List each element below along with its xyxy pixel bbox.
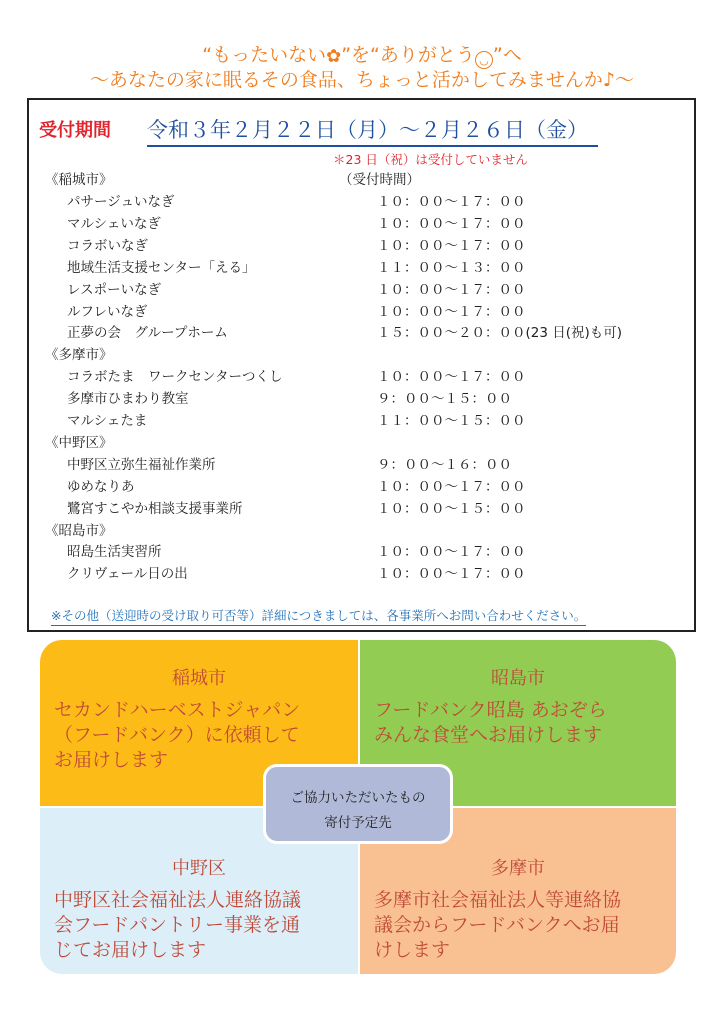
group-title: 《稲城市》 bbox=[45, 172, 113, 188]
place-name: マルシェたま bbox=[67, 413, 148, 429]
time-header: （受付時間） bbox=[339, 172, 420, 188]
place-name: レスポーいなぎ bbox=[67, 281, 162, 298]
place-name: マルシェいなぎ bbox=[67, 215, 161, 232]
donation-line: じてお届けします bbox=[54, 939, 207, 961]
header-text-part-1: “もったいない bbox=[202, 44, 327, 66]
place-name: 昭島生活実習所 bbox=[67, 544, 162, 561]
donation-line: お届けします bbox=[54, 749, 169, 771]
place-name: 地域生活支援センター「える」 bbox=[67, 259, 256, 276]
group-title: 《昭島市》 bbox=[45, 522, 113, 539]
place-name: ゆめなりあ bbox=[67, 478, 135, 495]
header-text-part-3: ”へ bbox=[492, 44, 522, 66]
place-name: 正夢の会 グループホーム bbox=[67, 325, 228, 342]
donation-grid bbox=[40, 640, 676, 974]
smiley-face-icon: ◡ bbox=[475, 51, 493, 69]
reception-time: １１：００～１３：００ bbox=[377, 259, 526, 276]
donation-text-tama bbox=[374, 888, 666, 963]
city-label-inagi: 稲城市 bbox=[172, 668, 226, 689]
city-label-nakano: 中野区 bbox=[172, 858, 226, 879]
place-name: 多摩市ひまわり教室 bbox=[67, 391, 189, 408]
footnote: ※その他（送迎時の受け取り可否等）詳細につきましては、各事業所へお問い合わせください。 bbox=[51, 606, 586, 626]
reception-time: １０：００～１７：００ bbox=[377, 215, 526, 232]
city-label-tama: 多摩市 bbox=[491, 858, 545, 879]
reception-time: １０：００～１７：００ bbox=[377, 237, 526, 254]
reception-time: １０：００～１７：００ bbox=[377, 281, 526, 298]
period-label: 受付期間 bbox=[39, 120, 111, 141]
flower-icon: ✿ bbox=[326, 46, 342, 67]
reception-time: １０：００～１５：００ bbox=[377, 500, 526, 517]
place-name: 鷺宮すこやか相談支援事業所 bbox=[67, 500, 243, 517]
schedule-box bbox=[27, 98, 696, 632]
header-line-2: ～あなたの家に眠るその食品、ちょっと活かしてみませんか♪～ bbox=[89, 69, 635, 91]
reception-time: １５：００～２０：００(23 日(祝)も可) bbox=[377, 325, 623, 342]
city-label-akishima: 昭島市 bbox=[491, 668, 545, 689]
reception-time: ９：００～１５：００ bbox=[377, 391, 512, 408]
donation-line: （フードバンク）に依頼して bbox=[54, 724, 300, 746]
group-title: 《中野区》 bbox=[45, 434, 113, 451]
place-name: 中野区立弥生福祉作業所 bbox=[67, 456, 216, 473]
place-name: コラボたま ワークセンターつくし bbox=[67, 369, 283, 386]
header-text-part-2: ”を“ありがとう bbox=[341, 44, 475, 66]
place-name: クリヴェール日の出 bbox=[67, 566, 188, 583]
reception-time: １０：００～１７：００ bbox=[377, 566, 526, 583]
place-name: コラボいなぎ bbox=[67, 237, 148, 254]
reception-time: １０：００～１７：００ bbox=[377, 194, 526, 210]
donation-line: 議会からフードバンクへお届 bbox=[374, 914, 620, 936]
reception-time: １０：００～１７：００ bbox=[377, 369, 526, 386]
donation-text-nakano bbox=[54, 888, 348, 963]
donation-line: 中野区社会福祉法人連絡協議 bbox=[54, 889, 302, 911]
center-label-line-2: 寄付予定先 bbox=[324, 815, 392, 831]
donation-line: みんな食堂へお届けします bbox=[374, 724, 603, 746]
donation-line: 会フードパントリー事業を通 bbox=[54, 914, 301, 936]
center-label-line-1: ご協力いただいたもの bbox=[290, 790, 426, 806]
donation-text-akishima bbox=[374, 698, 666, 748]
reception-time: １０：００～１７：００ bbox=[377, 303, 526, 320]
donation-line: セカンドハーベストジャパン bbox=[54, 699, 301, 721]
reception-time: １１：００～１５：００ bbox=[377, 413, 526, 429]
period-value: 令和３年２月２２日（月）～２月２６日（金） bbox=[147, 114, 598, 147]
period-note: ＊23 日（祝）は受付していません bbox=[333, 152, 528, 167]
donation-center-label bbox=[263, 764, 453, 844]
donation-line: 多摩市社会福祉法人等連絡協 bbox=[374, 889, 622, 911]
donation-line: けします bbox=[374, 939, 451, 961]
donation-line: フードバンク昭島 あおぞら bbox=[374, 699, 607, 721]
group-title: 《多摩市》 bbox=[45, 347, 113, 364]
reception-time: ９：００～１６：００ bbox=[377, 456, 512, 473]
place-name: ルフレいなぎ bbox=[67, 303, 148, 320]
reception-time: １０：００～１７：００ bbox=[377, 544, 526, 561]
reception-time: １０：００～１７：００ bbox=[377, 478, 526, 495]
donation-text-inagi bbox=[54, 698, 348, 773]
place-name: パサージュいなぎ bbox=[67, 194, 175, 210]
